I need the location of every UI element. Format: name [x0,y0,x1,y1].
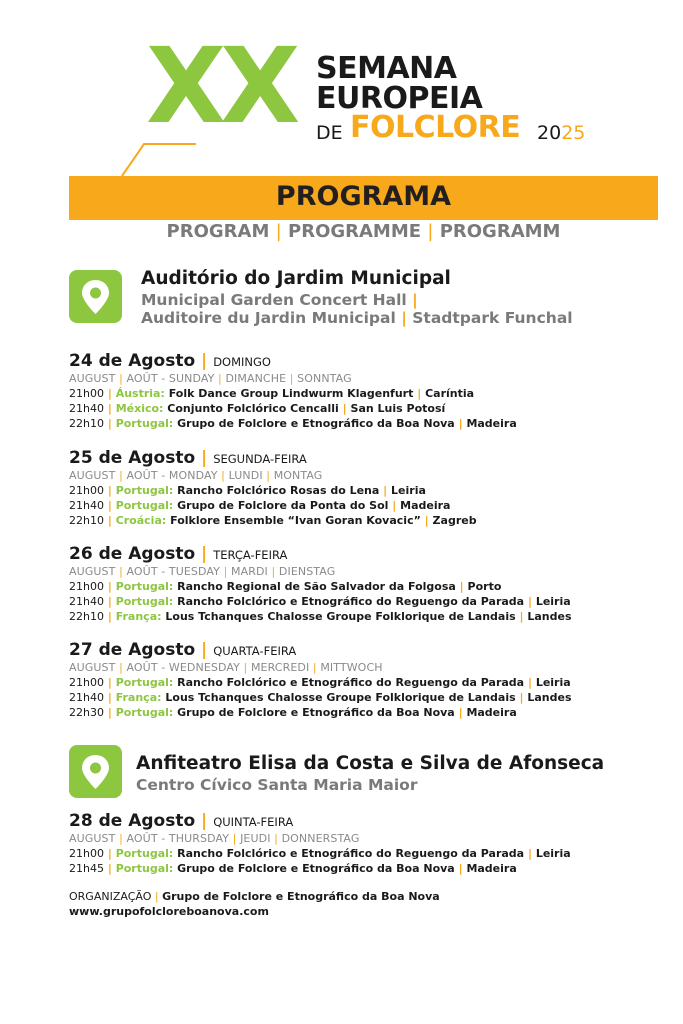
event-group: Rancho Folclórico e Etnográfico do Reguengo da Parada [177,676,525,689]
event-time: 22h10 [69,610,104,623]
event-time: 21h00 [69,387,104,400]
event-row: 22h10 | Portugal: Grupo de Folclore e Etnográfico da Boa Nova | Madeira [69,417,517,430]
venue1-sub-line2: Auditoire du Jardin Municipal | Stadtpark Funchal [141,309,573,327]
day-heading: 28 de Agosto | QUINTA-FEIRA [69,811,294,831]
day-date: 26 de Agosto [69,544,196,564]
event-time: 21h40 [69,691,104,704]
programa-title: PROGRAMA [275,181,452,212]
event-place: Leiria [391,484,426,497]
venue2-sub: Centro Cívico Santa Maria Maior [136,776,418,794]
event-group: Grupo de Folclore e Etnográfico da Boa Nova [177,862,455,875]
day-weekday: QUINTA-FEIRA [213,815,294,829]
day-weekday: TERÇA-FEIRA [213,548,288,562]
programa-translations: PROGRAM | PROGRAMME | PROGRAMM [166,221,561,242]
event-country: Portugal: [115,847,174,860]
day-heading: 24 de Agosto | DOMINGO [69,351,271,371]
event-group: Folklore Ensemble “Ivan Goran Kovacic” [170,514,421,527]
header-accent-line [118,140,198,180]
event-place: Porto [467,580,502,593]
event-country: Portugal: [115,484,174,497]
event-time: 21h00 [69,676,104,689]
event-place: Zagreb [432,514,477,527]
event-country: Portugal: [115,676,174,689]
event-country: México: [115,402,164,415]
event-group: Grupo de Folclore e Etnográfico da Boa Nova [177,417,455,430]
event-place: Landes [527,691,572,704]
event-place: Madeira [466,417,517,430]
day-date: 28 de Agosto [69,811,196,831]
event-time: 21h00 [69,580,104,593]
event-row: 21h00 | Portugal: Rancho Folclórico e Etnográfico do Reguengo da Parada | Leiria [69,847,571,860]
event-row: 21h40 | Portugal: Rancho Folclórico e Etnográfico do Reguengo da Parada | Leiria [69,595,571,608]
event-time: 22h30 [69,706,104,719]
day-translations: AUGUST | AOÛT - THURSDAY | JEUDI | DONNERSTAG [69,832,360,845]
event-row: 22h10 | Croácia: Folklore Ensemble “Ivan Goran Kovacic” | Zagreb [69,514,477,527]
day-weekday: SEGUNDA-FEIRA [213,452,307,466]
event-place: Leiria [535,676,571,689]
event-row: 22h10 | França: Lous Tchanques Chalosse Groupe Folklorique de Landais | Landes [69,610,572,623]
event-place: Madeira [400,499,451,512]
event-row: 21h40 | Portugal: Grupo de Folclore da Ponta do Sol | Madeira [69,499,451,512]
venue1-name: Auditório do Jardim Municipal [141,268,451,289]
event-place: Caríntia [425,387,475,400]
day-translations: AUGUST | AOÛT - TUESDAY | MARDI | DIENSTAG [69,565,336,578]
event-group: Lous Tchanques Chalosse Groupe Folklorique de Landais [165,610,516,623]
title-europeia: EUROPEIA [316,81,483,116]
event-row: 21h00 | Portugal: Rancho Folclórico e Etnográfico do Reguengo da Parada | Leiria [69,676,571,689]
event-group: Lous Tchanques Chalosse Groupe Folklorique de Landais [165,691,516,704]
day-heading: 27 de Agosto | QUARTA-FEIRA [69,640,297,660]
event-country: Áustria: [115,387,165,400]
event-row: 21h45 | Portugal: Grupo de Folclore e Etnográfico da Boa Nova | Madeira [69,862,517,875]
event-group: Rancho Regional de São Salvador da Folgosa [177,580,456,593]
day-date: 25 de Agosto [69,448,196,468]
title-year: 2025 [537,122,586,144]
day-date: 27 de Agosto [69,640,196,660]
venue1-sub-line1: Municipal Garden Concert Hall | [141,291,418,309]
event-group: Rancho Folclórico e Etnográfico do Reguengo da Parada [177,595,525,608]
event-country: Portugal: [115,499,174,512]
event-time: 21h00 [69,484,104,497]
event-time: 22h10 [69,417,104,430]
day-date: 24 de Agosto [69,351,196,371]
event-time: 21h40 [69,402,104,415]
day-block [69,812,571,876]
event-country: Portugal: [115,862,174,875]
event-country: Portugal: [115,580,174,593]
day-block [69,641,572,720]
event-time: 21h00 [69,847,104,860]
day-heading: 26 de Agosto | TERÇA-FEIRA [69,544,288,564]
event-place: Madeira [466,862,517,875]
map-pin-icon [69,270,122,323]
event-place: San Luis Potosí [350,402,446,415]
event-country: Croácia: [115,514,167,527]
event-row: 22h30 | Portugal: Grupo de Folclore e Etnográfico da Boa Nova | Madeira [69,706,517,719]
event-group: Grupo de Folclore e Etnográfico da Boa Nova [177,706,455,719]
event-country: Portugal: [115,417,174,430]
map-pin-icon [69,745,122,798]
event-group: Rancho Folclórico Rosas do Lena [177,484,380,497]
event-time: 21h45 [69,862,104,875]
event-place: Leiria [535,595,571,608]
day-weekday: DOMINGO [213,355,271,369]
event-country: Portugal: [115,595,174,608]
event-group: Rancho Folclórico e Etnográfico do Reguengo da Parada [177,847,525,860]
day-translations: AUGUST | AOÛT - MONDAY | LUNDI | MONTAG [69,469,323,482]
event-country: Portugal: [115,706,174,719]
event-time: 22h10 [69,514,104,527]
event-time: 21h40 [69,595,104,608]
title-semana: SEMANA [316,51,457,86]
day-weekday: QUARTA-FEIRA [213,644,297,658]
event-country: França: [115,610,162,623]
event-group: Grupo de Folclore da Ponta do Sol [177,499,389,512]
event-row: 21h40 | México: Conjunto Folclórico Cencalli | San Luis Potosí [69,402,446,415]
event-row: 21h00 | Portugal: Rancho Folclórico Rosas do Lena | Leiria [69,484,426,497]
day-translations: AUGUST | AOÛT - WEDNESDAY | MERCREDI | MITTWOCH [69,661,383,674]
day-block [69,545,572,624]
day-block [69,449,477,528]
organization-line: ORGANIZAÇÃO | Grupo de Folclore e Etnográfico da Boa Nova [69,890,440,903]
event-time: 21h40 [69,499,104,512]
venue2-name: Anfiteatro Elisa da Costa e Silva de Afonseca [136,753,605,774]
event-group: Conjunto Folclórico Cencalli [167,402,339,415]
event-row: 21h00 | Áustria: Folk Dance Group Lindwurm Klagenfurt | Caríntia [69,387,475,400]
event-place: Leiria [535,847,571,860]
title-de: DE [316,122,343,144]
day-translations: AUGUST | AOÛT - SUNDAY | DIMANCHE | SONNTAG [69,372,352,385]
title-folclore: FOLCLORE [350,110,521,145]
event-row: 21h00 | Portugal: Rancho Regional de São Salvador da Folgosa | Porto [69,580,502,593]
event-row: 21h40 | França: Lous Tchanques Chalosse Groupe Folklorique de Landais | Landes [69,691,572,704]
event-country: França: [115,691,162,704]
edition-numeral: XX [146,25,295,147]
day-heading: 25 de Agosto | SEGUNDA-FEIRA [69,448,307,468]
event-place: Landes [527,610,572,623]
event-place: Madeira [466,706,517,719]
event-group: Folk Dance Group Lindwurm Klagenfurt [168,387,414,400]
website-link[interactable]: www.grupofolcloreboanova.com [69,905,269,918]
day-block [69,352,517,431]
